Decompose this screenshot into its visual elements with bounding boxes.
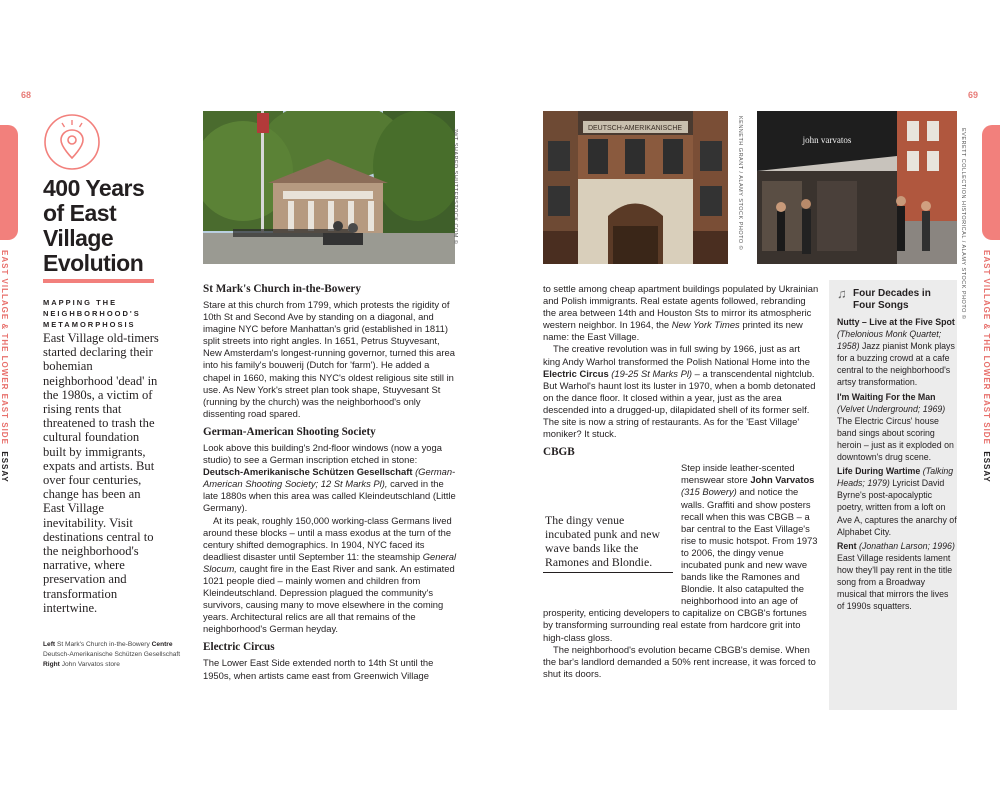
song-description: The Electric Circus' house band sings about scoring heroin – just as it exploded on downtown's drug scene. [837, 415, 954, 463]
song-description: East Village residents lament how they'll pay rent in the title song from a Broadway musical that mirrors the lives of 1990s squatters. [837, 552, 953, 612]
venue-name: Deutsch-Amerikanische Schützen Gesellschaft [203, 466, 413, 478]
paragraph [203, 442, 459, 515]
page-number-left: 68 [21, 90, 32, 100]
running-head-right [982, 250, 991, 483]
paragraph: Stare at this church from 1799, which protests the rigidity of 10th St and Second Ave by standing on a diagonal, and imagine NYC before Manhattan's grid (established in 1811) split streets into right angles. In 1651, Petrus Stuyvesant, New Amsterdam's longest-running governor, turned this area into his family's bouwerij (Dutch for 'farm'). He added a chapel in 1660, making this NYC's oldest religious site still in use. As New York's street plan took shape, Stuyvesant St (running by the church) was the neighborhood's only dissenting road spared. [203, 299, 455, 419]
page-title [43, 176, 193, 276]
paragraph [203, 515, 459, 636]
kicker-line: MAPPING THE [43, 298, 118, 307]
text-run: Look above this building's 2nd-floor windows (now a yoga studio) to see a German inscription etched in stone: [203, 441, 442, 466]
kicker [43, 297, 193, 330]
song-description: Jazz pianist Monk plays for a buzzing crowd at a cafe central to the neighborhood's artsy transformation. [837, 341, 955, 388]
text-run: Step inside leather-scented menswear store [681, 462, 795, 486]
caption-text: John Varvatos store [61, 661, 120, 668]
kicker-line: METAMORPHOSIS [43, 320, 136, 329]
pull-quote-text: The dingy venue incubated punk and new wave bands like the Ramones and Blondie. [545, 513, 660, 569]
paragraph: The Lower East Side extended north to 14th St until the 1950s, when artists came east from Greenwich Village [203, 657, 434, 681]
caption-text: St Mark's Church in-the-Bowery [56, 641, 150, 648]
music-note-icon: ♫ [837, 286, 847, 301]
title-line: Village [43, 225, 114, 251]
song-entry [837, 465, 957, 538]
photo-church [203, 111, 455, 264]
photo-sign-text: john varvatos [802, 135, 852, 145]
sidebar-title-line: Four Songs [853, 300, 909, 311]
heading-german-american: German-American Shooting Society [203, 425, 376, 438]
text-run: caught fire in the East River and sank. An estimated 1021 people died – mainly women and children from Kleindeutschland. Depression plagued the community's survivors, causing many to move elsewhere in the coming years. Architectural relics are all that remains of the neighborhood's German heyday. [203, 562, 455, 635]
song-entry [837, 540, 957, 613]
pull-quote [543, 511, 673, 573]
photo-schutzen [543, 111, 728, 264]
venue-address: (315 Bowery) [681, 486, 737, 498]
song-description: Lyricist David Byrne's post-apocalyptic poetry, written from a loft on Ave A, captures the anarchy of Alphabet City. [837, 478, 957, 537]
song-title: Rent [837, 540, 857, 551]
caption-label: Right [43, 661, 60, 668]
ship-name: General Slocum, [203, 550, 457, 574]
section-tab-left [0, 125, 18, 240]
text-run: At its peak, roughly 150,000 working-class Germans lived around these blocks – until a mass exodus at the turn of the century shifted demographics. In 1904, NYC faced its deadliest disaster until September 11: the steamship [203, 514, 452, 562]
map-pin-icon [42, 108, 106, 172]
running-head-type: ESSAY [0, 451, 9, 483]
photo-sign-text: DEUTSCH-AMERIKANISCHE [587, 125, 683, 132]
photo-credit-right: EVERETT COLLECTION HISTORICAL / ALAMY STOCK PHOTO © [960, 128, 966, 320]
caption-label: Left [43, 641, 56, 648]
sidebar-songs [829, 280, 957, 710]
text-run: to settle among cheap apartment buildings populated by Ukrainian and Polish immigrants. Real estate agents followed, rebranding the area between 14th and Houston Sts to mirror its atmospheric western neighbor. In 1964, the [543, 283, 819, 331]
text-run: carved in the late 1880s when this area was called Kleindeutschland (Little Germany). [203, 478, 456, 514]
title-rule [43, 279, 154, 283]
song-title: Life During Wartime [837, 466, 921, 477]
kicker-line: NEIGHBORHOOD'S [43, 309, 141, 318]
song-credit: (Jonathan Larson; 1996) [859, 540, 955, 551]
publication-name: New York Times [671, 319, 740, 331]
photo-credit-centre: KENNETH GRANT / ALAMY STOCK PHOTO © [737, 116, 743, 251]
song-credit: (Talking Heads; 1979) [837, 466, 954, 489]
title-line: 400 Years [43, 175, 145, 201]
title-line: of East [43, 200, 117, 226]
song-title: I'm Waiting For the Man [837, 391, 936, 402]
running-head-left [0, 250, 9, 483]
song-entry [837, 316, 957, 389]
caption-label: Centre [151, 641, 173, 648]
photo-caption [43, 640, 188, 670]
text-run: and notice the walls. Graffiti and show posters recall when this was CBGB – a bar central to the East Village's rise to music hotspot. From 1973 to 2006, the dingy venue incubated punk and new wave bands like the Ramones and Blondie. It also catapulted the neighborhood into an age of prosperity, enticing developers to capitalize on CBGB's fortunes by transforming surrounding real estate from hardcore grit into high-class gloss. [543, 486, 818, 643]
venue-name: Electric Circus [543, 367, 609, 379]
caption-text: Deutsch-Amerikanische Schützen Gesellschaft [43, 651, 181, 658]
venue-address: (19-25 St Marks Pl) [611, 367, 693, 379]
sidebar-header [837, 288, 957, 312]
paragraph [543, 283, 819, 343]
heading-electric-circus: Electric Circus [203, 641, 275, 654]
body-column-2 [543, 283, 819, 680]
section-tab-right [982, 125, 1000, 240]
text-run: printed its new name: the East Village. [543, 319, 803, 343]
heading-st-marks: St Mark's Church in-the-Bowery [203, 283, 361, 295]
title-line: Evolution [43, 250, 144, 276]
paragraph [543, 343, 819, 440]
body-column-1 [203, 283, 459, 682]
paragraph: The neighborhood's evolution became CBGB's demise. When the bar's landlord demanded a 50% rent increase, it was forced to shut its doors. [543, 643, 816, 679]
photo-credit-left: JWT SHARED SHUTTERSTOCK.COM © [452, 128, 458, 245]
song-title: Nutty – Live at the Five Spot [837, 317, 955, 327]
text-run: The creative revolution was in full swing by 1966, just as art king Andy Warhol transformed the Polish National Home into the [543, 343, 810, 367]
page-number-right: 69 [968, 90, 979, 100]
text-run: – a transcendental nightclub. But Warhol's haunt lost its luster in 1970, when a bomb detonated on the dance floor. It closed within a year, just as the area descended into a drugged-up, dilapidated shell of its former self. The site is now a string of restaurants. As for the 'East Village' moniker? It stuck. [543, 367, 816, 440]
venue-address: (German-American Shooting Society; 12 St Marks Pl), [203, 466, 456, 490]
running-head-section: EAST VILLAGE & THE LOWER EAST SIDE [0, 250, 9, 445]
running-head-type: ESSAY [982, 451, 991, 483]
photo-varvatos [757, 111, 957, 264]
sidebar-title [853, 288, 957, 312]
song-credit: (Velvet Underground; 1969) [837, 403, 946, 414]
heading-cbgb: CBGB [543, 446, 575, 459]
sidebar-title-line: Four Decades in [853, 288, 931, 299]
song-entry [837, 391, 957, 464]
running-head-section: EAST VILLAGE & THE LOWER EAST SIDE [982, 250, 991, 445]
song-credit: (Thelonious Monk Quartet; 1958) [837, 329, 942, 352]
intro-text: East Village old-timers started declaring their bohemian neighborhood 'dead' in the 1980s, a victim of rising rents that threatened to trash the cultural foundation built by immigrants, expats and artists. But over four centuries, change has been an East Village inevitability. Visit destinations central to the neighborhood's narrative, where preservation and transformation intertwine. [43, 331, 159, 615]
venue-name: John Varvatos [750, 474, 815, 486]
